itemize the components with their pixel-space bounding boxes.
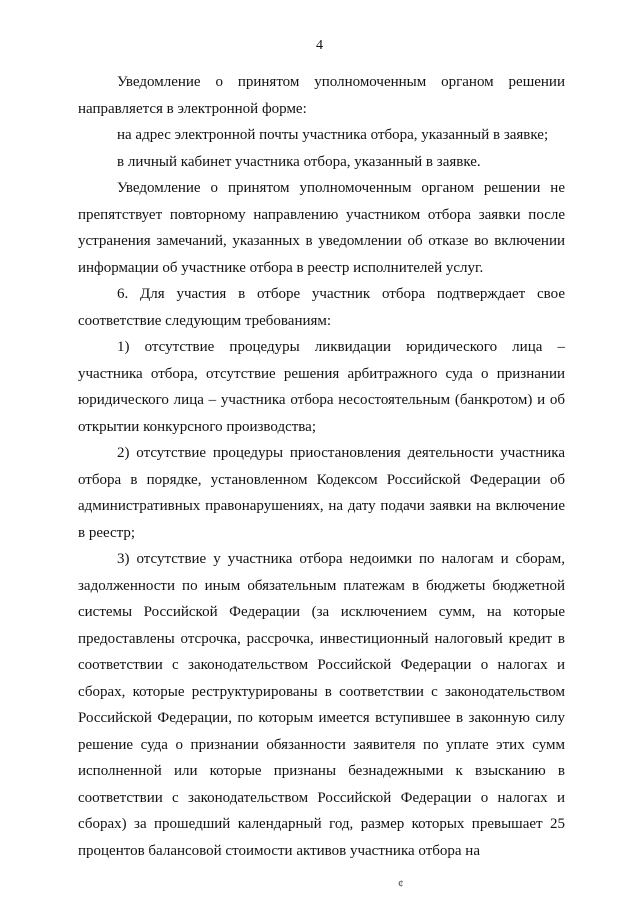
- paragraph-requirement-2: 2) отсутствие процедуры приостановления деятельности участника отбора в порядке, установленном Кодексом Российской Федерации об административных правонарушениях, на дату подачи заявки на включение в реестр;: [78, 445, 565, 541]
- paragraph-requirement-1: 1) отсутствие процедуры ликвидации юридического лица – участника отбора, отсутствие решения арбитражного суда о признании юридического лица – участника отбора несостоятельным (банкротом) и об открытии конкурсного производства;: [78, 339, 565, 435]
- paragraph-notification-form: Уведомление о принятом уполномоченным органом решении направляется в электронной форме:: [78, 74, 565, 117]
- paragraph-repeat-submission: Уведомление о принятом уполномоченным органом решении не препятствует повторному направлению участником отбора заявки после устранения замечаний, указанных в уведомлении об отказе во включении информации об участнике отбора в реестр исполнителей услуг.: [78, 180, 565, 276]
- page-number: 4: [316, 38, 323, 53]
- footer-mark: ¢: [398, 878, 404, 890]
- paragraph-email-address: на адрес электронной почты участника отбора, указанный в заявке;: [117, 127, 549, 143]
- document-body: [78, 69, 565, 864]
- paragraph-requirement-3: 3) отсутствие у участника отбора недоимки по налогам и сборам, задолженности по иным обязательным платежам в бюджеты бюджетной системы Российской Федерации (за исключением сумм, на которые предоставлены отсрочка, рассрочка, инвестиционный налоговый кредит в соответствии с законодательством Российской Федерации о налогах и сборах, которые реструктурированы в соответствии с законодательством Российской Федерации, по которым имеется вступившее в законную силу решение суда о признании обязанности заявителя по уплате этих сумм исполненной или которые признаны безнадежными к взысканию в соответствии с законодательством Российской Федерации о налогах и сборах) за прошедший календарный год, размер которых превышает 25 процентов балансовой стоимости активов участника отбора на: [78, 551, 565, 859]
- paragraph-requirements-intro: 6. Для участия в отборе участник отбора подтверждает свое соответствие следующим требованиям:: [78, 286, 565, 329]
- paragraph-personal-account: в личный кабинет участника отбора, указанный в заявке.: [117, 153, 481, 170]
